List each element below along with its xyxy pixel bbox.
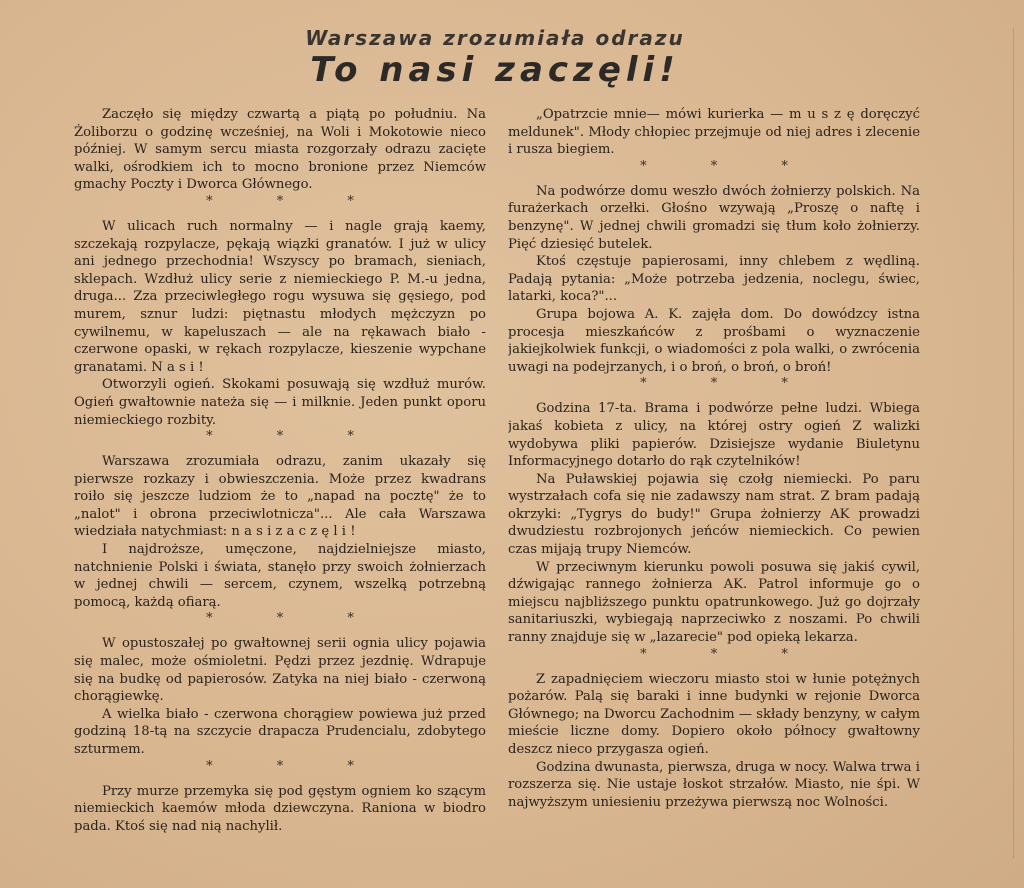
section-separator: * * * [640, 376, 818, 392]
section-separator: * * * [206, 758, 384, 774]
section-separator: * * * [206, 193, 384, 209]
article-paragraph: Zaczęło się między czwartą a piątą po południu. Na Żoliborzu o godzinę wcześniej, na Woli i Mokotowie nieco później. W samym sercu miasta rozgorzały odrazu zacięte walki, ośrodkiem ich to mocno bronione przez Niemców gmachy Poczty i Dworca Głównego. [74, 107, 486, 193]
article-paragraph: Na podwórze domu weszło dwóch żołnierzy polskich. Na furażerkach orzełki. Głośno wzywają „Proszę o naftę i benzynę". W jednej chwili gromadzi się tłum koło żołnierzy. Pięć dziesięć butelek. [508, 183, 920, 252]
page-edge-fold [1013, 28, 1014, 858]
article-paragraph: Ktoś częstuje papierosami, inny chlebem z wędliną. Padają pytania: „Może potrzeba jedzenia, noclegu, świec, latarki, koca?"... [508, 254, 920, 305]
article-paragraph: W ulicach ruch normalny — i nagle grają kaemy, szczekają rozpylacze, pękają wiązki granatów. I już w ulicy ani jednego przechodnia! Wszyscy po bramach, sieniach, sklepach. Wzdłuż ulicy serie z niemieckiego P. M.-u jedna, druga... Zza przeciwległego rogu wysuwa się gęsiego, pod murem, sznur ludzi: piętnastu młodych mężczyzn po cywilnemu, w kapeluszach — ale na rękawach biało - czerwone opaski, w rękach rozpylacze, kieszenie wypchane granatami. N a s i ! [74, 218, 486, 375]
article-paragraph: W przeciwnym kierunku powoli posuwa się jakiś cywil, dźwigając rannego żołnierza AK. Patrol informuje go o miejscu najbliższego punktu opatrunkowego. Już go dojrzały sanitariuszki, wybiegają naprzeciwko z noszami. Po chwili ranny znajduje się w „lazarecie" pod opieką lekarza. [508, 559, 920, 646]
article-paragraph: Z zapadnięciem wieczoru miasto stoi w łunie potężnych pożarów. Palą się baraki i inne budynki w rejonie Dworca Głównego; na Dworcu Zachodnim — składy benzyny, w całym mieście liczne domy. Dopiero około północy gwałtowny deszcz nieco przygasza ogień. [508, 671, 920, 757]
article-paragraph: Otworzyli ogień. Skokami posuwają się wzdłuż murów. Ogień gwałtownie nateża się — i milknie. Jeden punkt oporu niemieckiego rozbity. [74, 377, 486, 428]
article-paragraph: Warszawa zrozumiała odrazu, zanim ukazały się pierwsze rozkazy i obwieszczenia. Może przez kwadrans roiło się jeszcze ludziom że to „napad na pocztę" że to „nalot" i obrona przeciwlotnicza"... Ale cała Warszawa wiedziała natychmiast: n a s i z a c z ę l i ! [74, 454, 486, 540]
right-column [508, 106, 920, 884]
section-separator: * * * [206, 611, 384, 627]
article-paragraph: A wielka biało - czerwona chorągiew powiewa już przed godziną 18-tą na szczycie drapacza Prudencialu, zdobytego szturmem. [74, 706, 486, 757]
article-paragraph: Przy murze przemyka się pod gęstym ogniem ko szącym niemieckich kaemów młoda dziewczyna. Raniona w biodro pada. Ktoś się nad nią nachylił. [74, 783, 486, 834]
left-column [74, 106, 486, 884]
article-headline: To nasi zaczęli! [310, 50, 680, 90]
article-paragraph: I najdroższe, umęczone, najdzielniejsze miasto, natchnienie Polski i świata, stanęło przy swoich żołnierzach w jednej chwili — sercem, czynem, wszelką potrzebną pomocą, każdą ofiarą. [74, 542, 486, 610]
article-paragraph: „Opatrzcie mnie— mówi kurierka — m u s z ę doręczyć meldunek". Młody chłopiec przejmuje od niej adres i zlecenie i rusza biegiem. [508, 107, 920, 158]
article-paragraph: Godzina dwunasta, pierwsza, druga w nocy. Walwa trwa i rozszerza się. Nie ustaje łoskot strzałów. Miasto, nie śpi. W najwyższym uniesieniu przeżywa pierwszą noc Wolności. [508, 759, 920, 810]
article-paragraph: Godzina 17-ta. Brama i podwórze pełne ludzi. Wbiega jakaś kobieta z ulicy, na której ostry ogień Z walizki wydobywa pliki papierów. Dzisiejsze wydanie Biuletynu Informacyjnego dotarło do rąk czytelników! [508, 401, 920, 470]
article-paragraph: Grupa bojowa A. K. zajęła dom. Do dowódzcy istna procesja mieszkańców z prośbami o wyznaczenie jakiejkolwiek funkcji, o wiadomości z pola walki, o zwrócenia uwagi na podejrzanych, i o broń, o broń, o broń! [508, 306, 920, 375]
article-paragraph: Na Puławskiej pojawia się czołg niemiecki. Po paru wystrzałach cofa się nie zadawszy nam strat. Z bram padają okrzyki: „Tygrys do budy!" Grupa żołnierzy AK prowadzi dwudziestu rozbrojonych jeńców niemieckich. Co pewien czas mijają trupy Niemców. [508, 471, 920, 558]
article-kicker: Warszawa zrozumiała odrazu [305, 26, 685, 50]
section-separator: * * * [640, 158, 818, 174]
article-paragraph: W opustoszałej po gwałtownej serii ognia ulicy pojawia się malec, może ośmioletni. Pędzi przez jezdnię. Wdrapuje się na budkę od papierosów. Zatyka na niej biało - czerwoną chorągiewkę. [74, 636, 486, 705]
section-separator: * * * [206, 429, 384, 445]
section-separator: * * * [640, 646, 818, 662]
